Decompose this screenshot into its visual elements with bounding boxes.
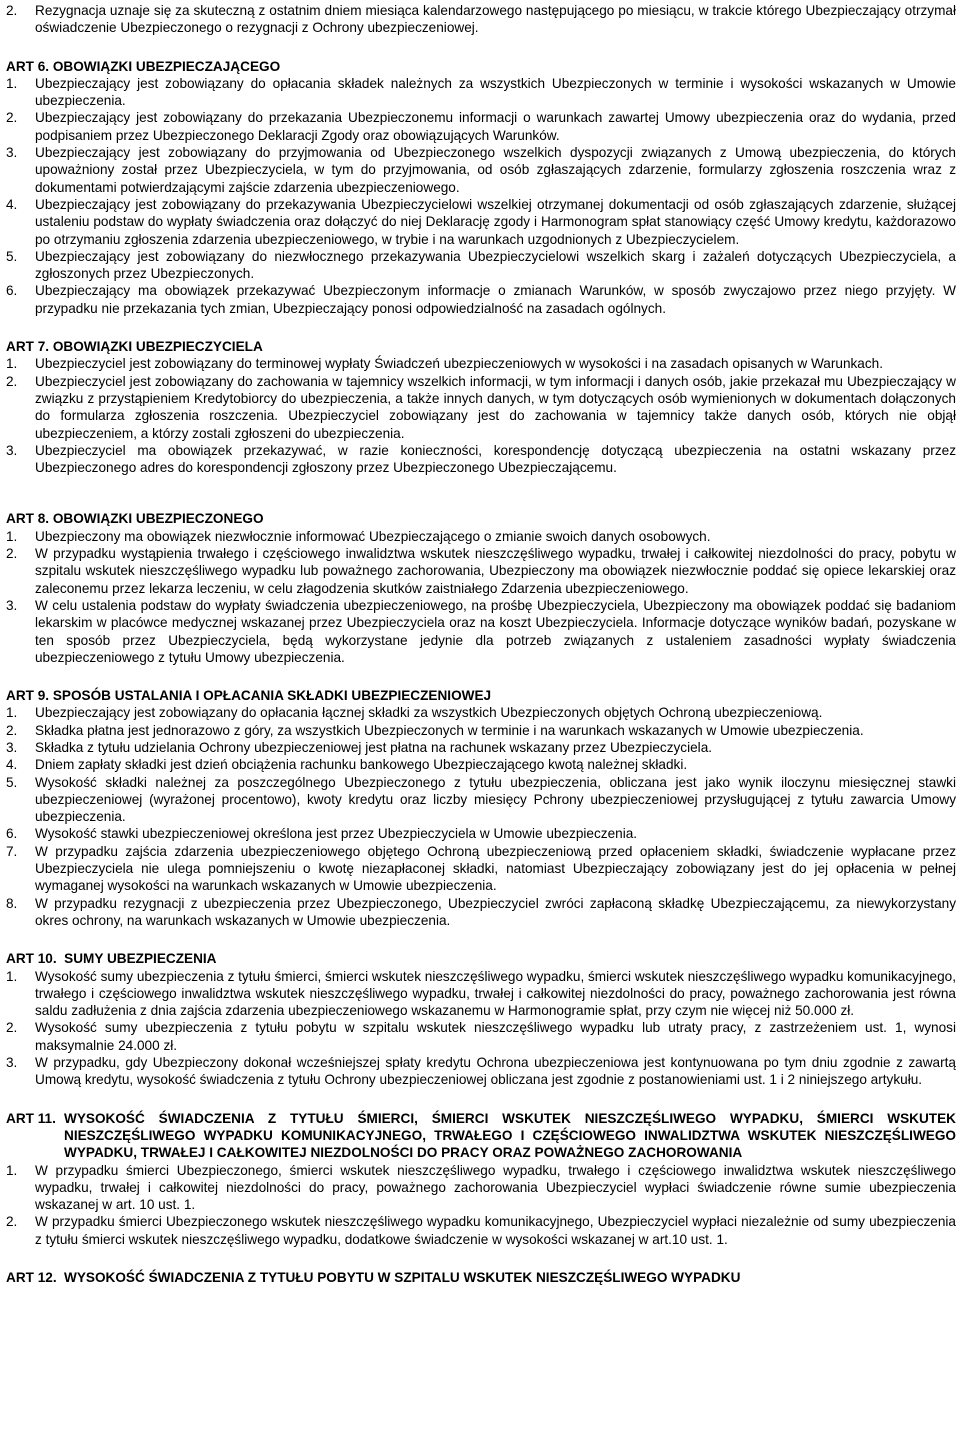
item-number: 1. <box>6 75 18 91</box>
article-number: ART 12. <box>6 1270 65 1285</box>
list-item <box>6 2 956 37</box>
item-number: 3. <box>6 442 18 458</box>
item-text: Wysokość sumy ubezpieczenia z tytułu pobytu w szpitalu wskutek nieszczęśliwego wypadku lub utraty pracy, z zastrzeżeniem ust. 1, wynosi maksymalnie 24.000 zł. <box>35 1020 956 1053</box>
item-number: 7. <box>6 843 18 859</box>
article-number: ART 11. <box>6 1110 60 1126</box>
item-number: 3. <box>6 739 18 755</box>
item-text: Wysokość stawki ubezpieczeniowej określona jest przez Ubezpieczyciela w Umowie ubezpieczenia. <box>35 826 638 842</box>
list-item <box>6 825 956 842</box>
item-text: Ubezpieczający jest zobowiązany do opłacania łącznej składki za wszystkich Ubezpieczonych objętych Ochroną ubezpieczeniową. <box>35 705 823 721</box>
article-title: WYSOKOŚĆ ŚWIADCZENIA Z TYTUŁU POBYTU W SZPITALU WSKUTEK NIESZCZĘŚLIWEGO WYPADKU <box>64 1270 741 1285</box>
article-items <box>6 75 956 317</box>
article-number: ART 9. <box>6 688 53 704</box>
item-text: Składka z tytułu udzielania Ochrony ubezpieczeniowej jest płatna na rachunek wskazany przez Ubezpieczyciela. <box>35 739 713 755</box>
article-12 <box>6 1269 956 1286</box>
article-11 <box>6 1110 956 1248</box>
article-items <box>6 968 956 1089</box>
item-text: Ubezpieczyciel jest zobowiązany do terminowej wypłaty Świadczeń ubezpieczeniowych w wysokości i na zasadach opisanych w Warunkach. <box>35 356 883 372</box>
item-text: Ubezpieczający ma obowiązek przekazywać Ubezpieczonym informacje o zmianach Warunków, w sposób zwyczajowo przez niego przyjęty. W przypadku nie przekazania tych zmian, Ubezpieczający ponosi odpowiedzialność na zasadach ogólnych. <box>35 283 956 316</box>
item-number: 2. <box>6 1020 18 1036</box>
item-number: 2. <box>6 3 18 18</box>
item-text: Wysokość sumy ubezpieczenia z tytułu śmierci, śmierci wskutek nieszczęśliwego wypadku, śmierci wskutek nieszczęśliwego wypadku komunikacyjnego, trwałego i częściowego inwalidztwa wskutek nieszczęśliwego wypadku, trwałej i całkowitej niezdolności do pracy, poważnego zachorowania jest równa saldu zadłużenia z dnia zajścia zdarzenia ubezpieczeniowego wskazanemu w Harmonogramie spłat, przy czym nie więcej niż 50.000 zł. <box>35 968 956 1019</box>
list-item <box>6 774 956 826</box>
article-heading <box>6 687 956 704</box>
article-title: SUMY UBEZPIECZENIA <box>64 951 217 967</box>
article-number: ART 6. <box>6 58 53 74</box>
item-text: Rezygnacja uznaje się za skuteczną z ostatnim dniem miesiąca kalendarzowego następującego po miesiącu, w trakcie którego Ubezpieczający otrzymał oświadczenie Ubezpieczonego o rezygnacji z Ochrony ubezpieczeniowej. <box>35 3 956 36</box>
article-7 <box>6 338 956 476</box>
list-item <box>6 442 956 477</box>
list-item <box>6 282 956 317</box>
article-heading <box>6 510 956 527</box>
article-8 <box>6 510 956 666</box>
item-text: Wysokość składki należnej za poszczególnego Ubezpieczonego z tytułu ubezpieczenia, obliczana jest jako wynik iloczynu miesięcznej stawki ubezpieczeniowej (wyrażonej procentowo), kwoty kredytu oraz liczby miesięcy Pchrony ubezpieczeniowej przysługującej z tytułu zawarcia Umowy ubezpieczenia. <box>35 774 956 825</box>
list-item <box>6 144 956 196</box>
article-title: OBOWIĄZKI UBEZPIECZONEGO <box>52 511 264 527</box>
item-text: W przypadku wystąpienia trwałego i częściowego inwalidztwa wskutek nieszczęśliwego wypadku, trwałej i całkowitej niezdolności do pracy, pobytu w szpitalu wskutek nieszczęśliwego wypadku lub poważnego zachorowania, Ubezpieczony ma obowiązek niezwłocznie poddać się opiece lekarskiej oraz zaleconemu przez lekarza leczeniu, w celu złagodzenia skutków zaistniałego Zdarzenia ubezpieczeniowego. <box>35 546 956 596</box>
list-item <box>6 1162 956 1214</box>
article-heading <box>6 58 956 75</box>
article-number: ART 7. <box>6 339 53 355</box>
item-text: Ubezpieczający jest zobowiązany do przekazywania Ubezpieczycielowi wszelkiej otrzymanej dokumentacji od osób zgłaszających zdarzenie, służącej ustaleniu podstaw do wypłaty świadczenia oraz dołączyć do niej Deklarację zgody i Harmonogram spłat stanowiący część Umowy kredytu, każdorazowo po otrzymaniu zgłoszenia zdarzenia ubezpieczeniowego, w trybie i na warunkach uzgodnionych z Ubezpieczycielem. <box>35 196 956 247</box>
item-number: 6. <box>6 283 18 299</box>
item-text: W przypadku rezygnacji z ubezpieczenia przez Ubezpieczonego, Ubezpieczyciel zwróci zapłaconą składkę Ubezpieczającemu, za niewykorzystany okres ochrony, na warunkach wskazanych w Umowie ubezpieczenia. <box>35 895 956 928</box>
item-number: 5. <box>6 248 18 264</box>
list-item <box>6 895 956 930</box>
item-text: Ubezpieczony ma obowiązek niezwłocznie informować Ubezpieczającego o zmianie swoich danych osobowych. <box>35 528 711 544</box>
list-item <box>6 1019 956 1054</box>
item-number: 8. <box>6 895 18 911</box>
article-10 <box>6 950 956 1088</box>
item-number: 5. <box>6 774 18 790</box>
list-item <box>6 373 956 442</box>
article-items <box>6 1162 956 1248</box>
item-text: Ubezpieczający jest zobowiązany do przekazania Ubezpieczonemu informacji o warunkach zawartej Umowy ubezpieczenia oraz do wydania, przed podpisaniem przez Ubezpieczonego Deklaracji Zgody oraz obowiązujących Warunków. <box>35 110 956 143</box>
list-item <box>6 597 956 666</box>
item-number: 2. <box>6 722 18 738</box>
item-text: Ubezpieczający jest zobowiązany do niezwłocznego przekazywania Ubezpieczycielowi wszelkich skarg i zażaleń dotyczących Ubezpieczyciela, a zgłoszonych przez Ubezpieczonych. <box>35 248 956 282</box>
article-items <box>6 704 956 929</box>
item-text: W przypadku śmierci Ubezpieczonego, śmierci wskutek nieszczęśliwego wypadku, trwałego i częściowego inwalidztwa wskutek nieszczęśliwego wypadku, trwałej i całkowitej niezdolności do pracy, poważnego zachorowania Ubezpieczyciel wypłaci świadczenie równe sumie ubezpieczenia wskazanej w art. 10 ust. 1. <box>35 1162 956 1213</box>
item-text: Ubezpieczający jest zobowiązany do przyjmowania od Ubezpieczonego wszelkich dyspozycji związanych z Umową ubezpieczenia, do których upoważniony został przez Ubezpieczyciela, w tym do przyjmowania, od osób zgłaszających zdarzenie, formularzy zgłoszenia roszczenia wraz z dokumentami potwierdzającymi zajście zdarzenia ubezpieczeniowego. <box>35 145 956 195</box>
list-item <box>6 248 956 283</box>
item-number: 6. <box>6 826 18 842</box>
item-text: Dniem zapłaty składki jest dzień obciążenia rachunku bankowego Ubezpieczającego kwotą należnej składki. <box>35 757 688 773</box>
list-item <box>6 722 956 739</box>
item-number: 1. <box>6 968 18 984</box>
item-number: 4. <box>6 757 18 773</box>
article-title: OBOWIĄZKI UBEZPIECZYCIELA <box>52 339 263 355</box>
list-item <box>6 968 956 1020</box>
article-9 <box>6 687 956 929</box>
item-text: W przypadku zajścia zdarzenia ubezpieczeniowego objętego Ochroną ubezpieczeniową przed opłaceniem składki, świadczenie wypłacane przez Ubezpieczyciela nie ulega pomniejszeniu o kwotę niezapłaconej składki, natomiast Ubezpieczający zobowiązany jest do jej opłacenia w pełnej wymaganej wysokości na warunkach wskazanych w Umowie ubezpieczenia. <box>35 843 956 894</box>
item-number: 2. <box>6 1214 18 1230</box>
article-heading <box>6 338 956 355</box>
list-item <box>6 843 956 895</box>
article-items <box>6 355 956 476</box>
article-title: SPOSÓB USTALANIA I OPŁACANIA SKŁADKI UBEZPIECZENIOWEJ <box>52 688 492 704</box>
article-heading <box>6 1110 956 1162</box>
list-item <box>6 528 956 545</box>
list-item <box>6 355 956 372</box>
item-text: Ubezpieczyciel ma obowiązek przekazywać, w razie konieczności, korespondencję dotyczącą ubezpieczenia na ostatni wskazany przez Ubezpieczonego adres do korespondencji zgłoszony przez Ubezpieczonego Ubezpieczającemu. <box>35 442 956 476</box>
list-item <box>6 545 956 597</box>
article-title: WYSOKOŚĆ ŚWIADCZENIA Z TYTUŁU ŚMIERCI, ŚMIERCI WSKUTEK NIESZCZĘŚLIWEGO WYPADKU, ŚMIERCI WSKUTEK NIESZCZĘŚLIWEGO WYPADKU KOMUNIKACYJNEGO, TRWAŁEGO I CZĘŚCIOWEGO INWALIDZTWA WSKUTEK NIESZCZĘŚLIWEGO WYPADKU, TRWAŁEJ I CAŁKOWITEJ NIEZDOLNOŚCI DO PRACY ORAZ POWAŻNEGO ZACHOROWANIA <box>64 1110 956 1161</box>
item-number: 2. <box>6 110 18 126</box>
intro-list <box>6 2 956 37</box>
item-number: 4. <box>6 196 18 212</box>
item-number: 3. <box>6 145 18 161</box>
article-items <box>6 528 956 666</box>
item-number: 1. <box>6 528 18 544</box>
item-number: 1. <box>6 705 18 721</box>
list-item <box>6 1213 956 1248</box>
list-item <box>6 109 956 144</box>
item-number: 3. <box>6 597 18 613</box>
list-item <box>6 739 956 756</box>
list-item <box>6 704 956 721</box>
item-text: W przypadku, gdy Ubezpieczony dokonał wcześniejszej spłaty kredytu Ochrona ubezpieczeniowa jest kontynuowana po tym dniu zgodnie z zawartą Umową kredytu, wysokość świadczenia z tytułu Ochrony ubezpieczeniowej obliczana jest zgodnie z postanowieniami ust. 1 i 2 niniejszego artykułu. <box>35 1055 956 1088</box>
item-number: 3. <box>6 1055 18 1071</box>
item-text: W przypadku śmierci Ubezpieczonego wskutek nieszczęśliwego wypadku komunikacyjnego, Ubezpieczyciel wypłaci niezależnie od sumy ubezpieczenia z tytułu śmierci wskutek nieszczęśliwego wypadku, dodatkowe świadczenie w wysokości wskazanej w art.10 ust. 1. <box>35 1214 956 1247</box>
item-text: Ubezpieczyciel jest zobowiązany do zachowania w tajemnicy wszelkich informacji, w tym informacji i danych osób, jakie przekazał mu Ubezpieczający w związku z przystąpieniem Kredytobiorcy do ubezpieczenia, a także innych danych, w tym dotyczących osób wymienionych w dokumentach dołączonych do formularza zgłoszenia roszczenia. Ubezpieczyciel zobowiązany jest do zachowania w tajemnicy także danych osób, których nie objął ubezpieczeniem, a którzy zostali zgłoszeni do ubezpieczenia. <box>35 373 956 441</box>
list-item <box>6 196 956 248</box>
article-number: ART 10. <box>6 951 65 967</box>
article-heading <box>6 1269 956 1286</box>
item-text: W celu ustalenia podstaw do wypłaty świadczenia ubezpieczeniowego, na prośbę Ubezpieczyciela, Ubezpieczony ma obowiązek poddać się badaniom lekarskim w placówce medycznej wskazanej przez Ubezpieczyciela oraz na koszt Ubezpieczyciela. Informacje dotyczące wyników badań, pozyskane w ten sposób przez Ubezpieczyciela, będą wykorzystane jedynie dla potrzeb związanych z ustaleniem zasadności wypłaty świadczenia ubezpieczeniowego z tytułu Umowy ubezpieczenia. <box>35 597 956 665</box>
item-number: 1. <box>6 356 18 372</box>
list-item <box>6 75 956 110</box>
item-text: Ubezpieczający jest zobowiązany do opłacania składek należnych za wszystkich Ubezpieczonych w terminie i wysokości wskazanych w Umowie ubezpieczenia. <box>35 75 956 109</box>
article-number: ART 8. <box>6 511 53 527</box>
item-number: 2. <box>6 546 18 562</box>
article-heading <box>6 950 956 967</box>
article-6 <box>6 58 956 317</box>
list-item <box>6 1054 956 1089</box>
list-item <box>6 756 956 773</box>
item-number: 2. <box>6 373 18 389</box>
item-number: 1. <box>6 1162 18 1178</box>
item-text: Składka płatna jest jednorazowo z góry, za wszystkich Ubezpieczonych w terminie i na warunkach wskazanych w Umowie ubezpieczenia. <box>35 722 864 738</box>
article-title: OBOWIĄZKI UBEZPIECZAJĄCEGO <box>52 58 281 74</box>
